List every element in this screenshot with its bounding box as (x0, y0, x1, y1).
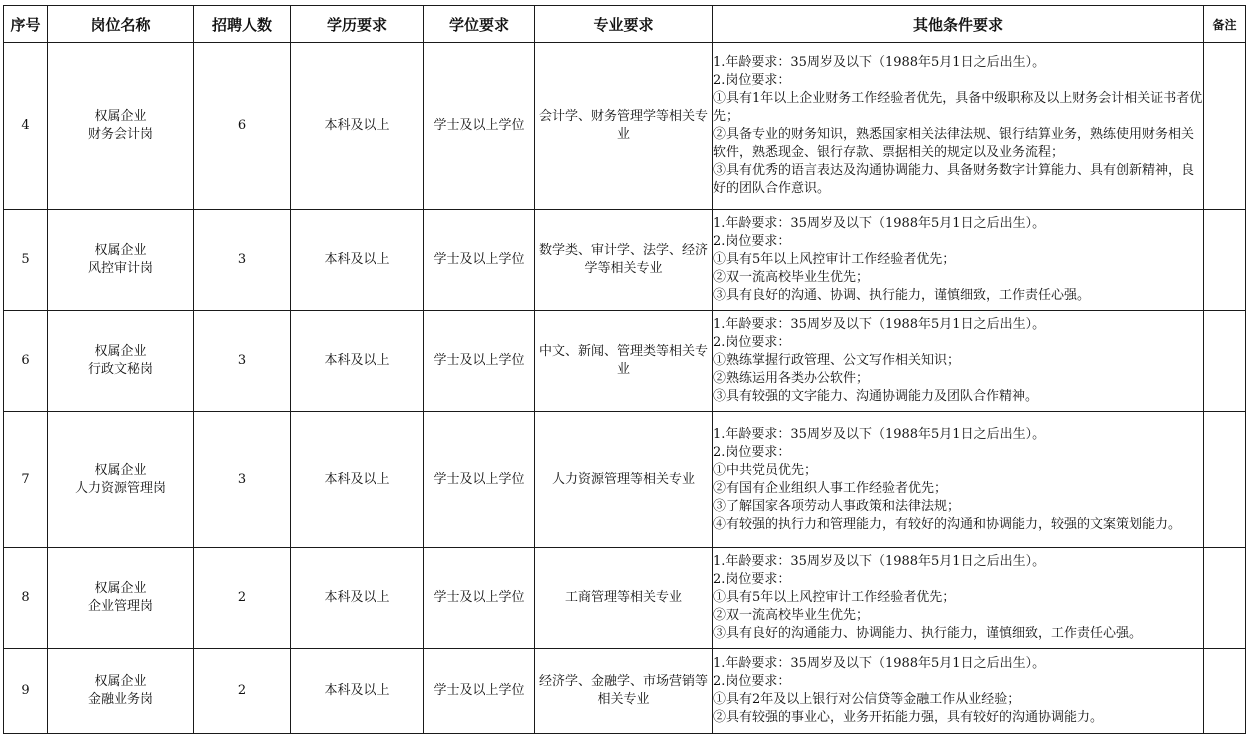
position-line: 权属企业 (94, 581, 147, 596)
table-row (4, 548, 1246, 649)
cell-education: 本科及以上 (291, 210, 424, 311)
cell-degree: 学士及以上学位 (424, 649, 535, 734)
condition-line: 2.岗位要求： (713, 572, 791, 587)
header-education: 学历要求 (291, 6, 424, 43)
cell-major: 经济学、金融学、市场营销等相关专业 (535, 649, 713, 734)
cell-major: 工商管理等相关专业 (535, 548, 713, 649)
cell-major: 会计学、财务管理学等相关专业 (535, 43, 713, 210)
cell-count: 3 (194, 412, 291, 548)
cell-major: 数学类、审计学、法学、经济学等相关专业 (535, 210, 713, 311)
header-degree: 学位要求 (424, 6, 535, 43)
condition-line: ③具有良好的沟通、协调、执行能力，谨慎细致，工作责任心强。 (713, 288, 1091, 303)
condition-line: 1.年龄要求：35周岁及以下（1988年5月1日之后出生）。 (713, 656, 1046, 671)
condition-line: 2.岗位要求： (713, 234, 791, 249)
cell-major: 人力资源管理等相关专业 (535, 412, 713, 548)
cell-seq: 4 (4, 43, 48, 210)
cell-note (1204, 412, 1246, 548)
table-row (4, 311, 1246, 412)
cell-note (1204, 311, 1246, 412)
table-row (4, 210, 1246, 311)
cell-position (48, 412, 194, 548)
position-line: 财务会计岗 (87, 127, 153, 142)
cell-position (48, 311, 194, 412)
position-line: 权属企业 (94, 109, 147, 124)
cell-degree: 学士及以上学位 (424, 43, 535, 210)
cell-education: 本科及以上 (291, 649, 424, 734)
cell-position (48, 649, 194, 734)
header-seq: 序号 (4, 6, 48, 43)
cell-seq: 7 (4, 412, 48, 548)
condition-line: ④有较强的执行力和管理能力，有较好的沟通和协调能力，较强的文案策划能力。 (713, 516, 1182, 532)
cell-education: 本科及以上 (291, 311, 424, 412)
position-line: 风控审计岗 (87, 261, 153, 276)
header-count: 招聘人数 (194, 6, 291, 43)
condition-line: ①熟练掌握行政管理、公文写作相关知识； (713, 353, 961, 368)
condition-line: 2.岗位要求： (713, 73, 791, 88)
condition-line: ②具有较强的事业心，业务开拓能力强，具有较好的沟通协调能力。 (713, 710, 1104, 725)
cell-conditions (713, 311, 1204, 412)
condition-line: ③具有较强的文字能力、沟通协调能力及团队合作精神。 (713, 389, 1039, 404)
cell-note (1204, 649, 1246, 734)
condition-line: ③具有优秀的语言表达及沟通协调能力、具备财务数字计算能力、具有创新精神，良好的团队合作意识。 (713, 163, 1195, 196)
cell-conditions (713, 649, 1204, 734)
table-row (4, 649, 1246, 734)
cell-major: 中文、新闻、管理类等相关专业 (535, 311, 713, 412)
condition-line: ①具有1年以上企业财务工作经验者优先，具备中级职称及以上财务会计相关证书者优先； (713, 91, 1203, 124)
position-line: 人力资源管理岗 (74, 480, 166, 496)
header-row (4, 6, 1246, 43)
cell-note (1204, 548, 1246, 649)
cell-count: 2 (194, 649, 291, 734)
cell-position (48, 210, 194, 311)
condition-line: ②熟练运用各类办公软件； (713, 371, 870, 386)
cell-degree: 学士及以上学位 (424, 210, 535, 311)
condition-line: 2.岗位要求： (713, 444, 791, 460)
header-other: 其他条件要求 (713, 6, 1204, 43)
cell-note (1204, 210, 1246, 311)
header-note: 备注 (1204, 6, 1246, 43)
cell-seq: 5 (4, 210, 48, 311)
cell-position (48, 43, 194, 210)
condition-line: 1.年龄要求：35周岁及以下（1988年5月1日之后出生）。 (713, 426, 1046, 442)
cell-conditions (713, 548, 1204, 649)
position-line: 企业管理岗 (87, 599, 153, 614)
cell-education: 本科及以上 (291, 412, 424, 548)
condition-line: ②双一流高校毕业生优先； (713, 270, 870, 285)
cell-seq: 9 (4, 649, 48, 734)
position-line: 金融业务岗 (87, 692, 153, 707)
position-line: 行政文秘岗 (87, 362, 153, 377)
condition-line: ①具有5年以上风控审计工作经验者优先； (713, 252, 956, 267)
table-row (4, 412, 1246, 548)
condition-line: ①中共党员优先； (713, 462, 818, 478)
cell-conditions (713, 43, 1204, 210)
position-line: 权属企业 (94, 344, 147, 359)
cell-education: 本科及以上 (291, 43, 424, 210)
cell-conditions (713, 210, 1204, 311)
condition-line: ②双一流高校毕业生优先； (713, 608, 870, 623)
position-line: 权属企业 (94, 243, 147, 258)
condition-line: 1.年龄要求：35周岁及以下（1988年5月1日之后出生）。 (713, 317, 1046, 332)
recruitment-table (3, 5, 1246, 734)
cell-seq: 8 (4, 548, 48, 649)
condition-line: 2.岗位要求： (713, 335, 791, 350)
condition-line: ②具备专业的财务知识，熟悉国家相关法律法规、银行结算业务，熟练使用财务相关软件，熟悉现金、银行存款、票据相关的规定以及业务流程； (713, 127, 1195, 160)
cell-degree: 学士及以上学位 (424, 412, 535, 548)
header-position: 岗位名称 (48, 6, 194, 43)
cell-count: 2 (194, 548, 291, 649)
condition-line: 1.年龄要求：35周岁及以下（1988年5月1日之后出生）。 (713, 55, 1046, 70)
cell-education: 本科及以上 (291, 548, 424, 649)
table-row (4, 43, 1246, 210)
position-line: 权属企业 (94, 674, 147, 689)
position-line: 权属企业 (94, 462, 147, 478)
condition-line: ②有国有企业组织人事工作经验者优先； (713, 480, 948, 496)
cell-note (1204, 43, 1246, 210)
condition-line: 1.年龄要求：35周岁及以下（1988年5月1日之后出生）。 (713, 554, 1046, 569)
cell-degree: 学士及以上学位 (424, 548, 535, 649)
condition-line: ①具有5年以上风控审计工作经验者优先； (713, 590, 956, 605)
cell-conditions (713, 412, 1204, 548)
cell-count: 3 (194, 210, 291, 311)
condition-line: 2.岗位要求： (713, 674, 791, 689)
cell-count: 6 (194, 43, 291, 210)
cell-degree: 学士及以上学位 (424, 311, 535, 412)
condition-line: 1.年龄要求：35周岁及以下（1988年5月1日之后出生）。 (713, 216, 1046, 231)
cell-count: 3 (194, 311, 291, 412)
condition-line: ①具有2年及以上银行对公信贷等金融工作从业经验； (713, 692, 1021, 707)
cell-position (48, 548, 194, 649)
condition-line: ③了解国家各项劳动人事政策和法律法规； (713, 498, 961, 514)
condition-line: ③具有良好的沟通能力、协调能力、执行能力，谨慎细致，工作责任心强。 (713, 626, 1143, 641)
cell-seq: 6 (4, 311, 48, 412)
header-major: 专业要求 (535, 6, 713, 43)
